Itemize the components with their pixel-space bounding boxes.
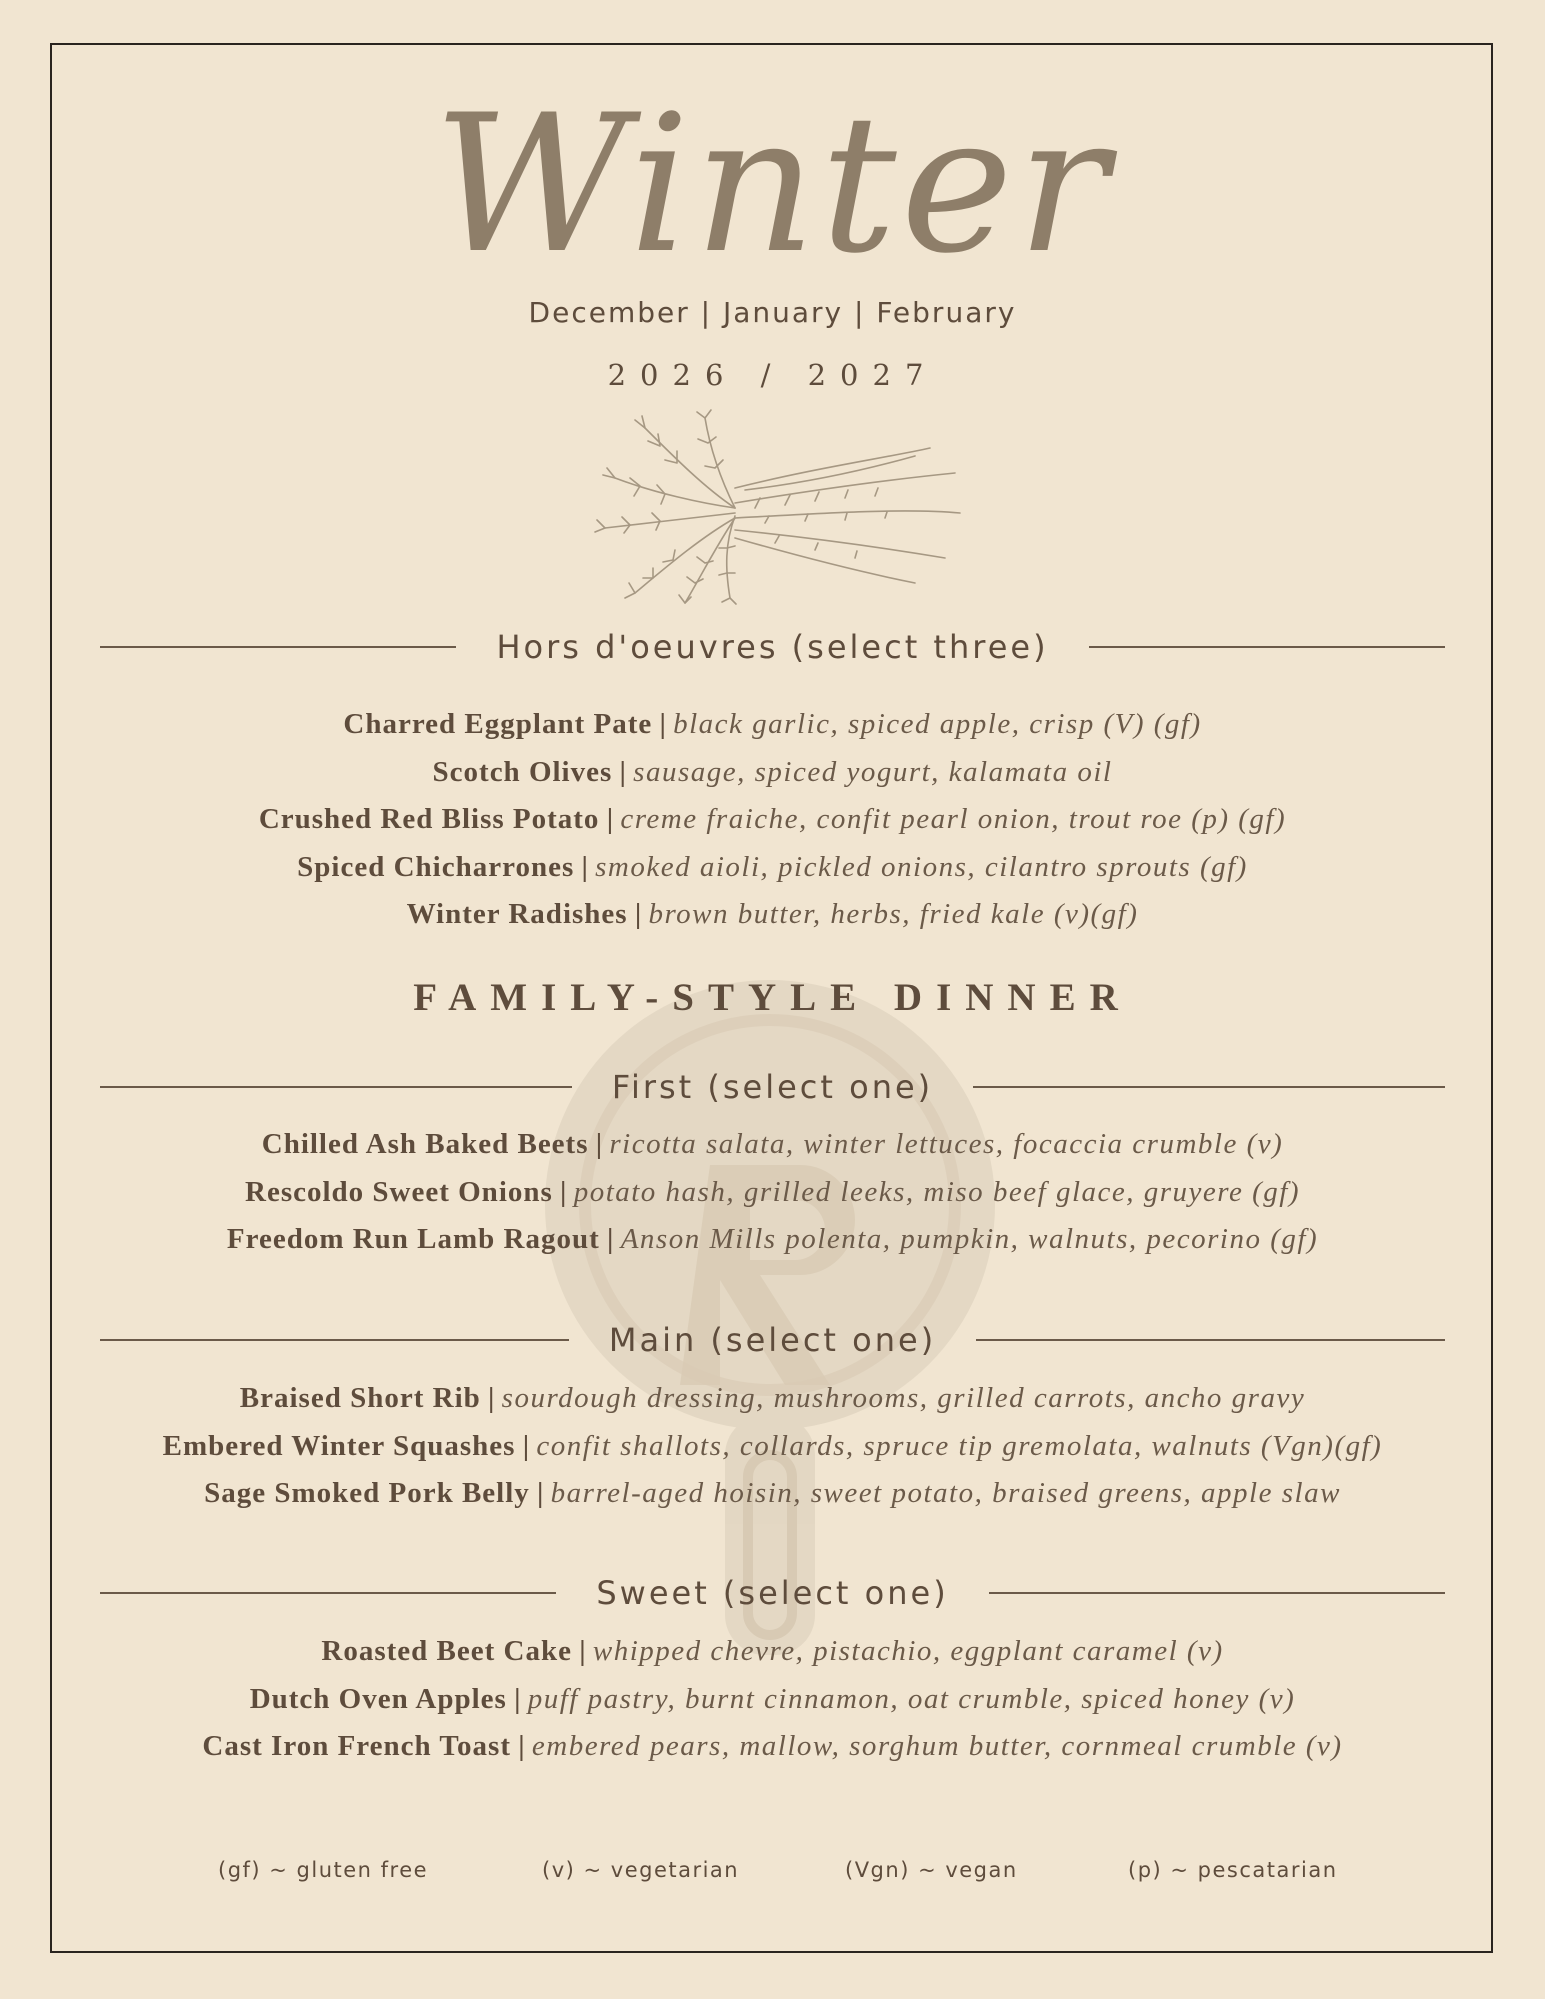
item-separator: | xyxy=(537,1477,544,1509)
item-description: ricotta salata, winter lettuces, focaccia crumble (v) xyxy=(609,1128,1284,1160)
item-separator: | xyxy=(659,708,666,740)
sweet-items xyxy=(0,1628,1545,1771)
item-description: whipped chevre, pistachio, eggplant caramel (v) xyxy=(592,1635,1224,1667)
item-separator: | xyxy=(607,1223,614,1255)
divider-line xyxy=(100,1592,556,1594)
item-name: Dutch Oven Apples xyxy=(249,1682,507,1715)
section-main-heading xyxy=(100,1315,1445,1365)
page-title: Winter xyxy=(433,74,1112,295)
menu-item xyxy=(0,891,1545,939)
item-description: sausage, spiced yogurt, kalamata oil xyxy=(633,755,1113,788)
carrot-bunch-icon xyxy=(585,408,975,608)
item-name: Scotch Olives xyxy=(432,755,613,788)
item-description: sourdough dressing, mushrooms, grilled carrots, ancho gravy xyxy=(501,1382,1306,1414)
section-title: Main (select one) xyxy=(608,1321,937,1359)
section-title: Hors d'oeuvres (select three) xyxy=(496,628,1049,666)
family-style-dinner-heading: FAMILY-STYLE DINNER xyxy=(413,976,1132,1019)
menu-item xyxy=(0,749,1545,797)
menu-item xyxy=(0,701,1545,749)
item-separator: | xyxy=(595,1128,603,1160)
first-items xyxy=(0,1121,1545,1264)
divider-line xyxy=(100,1339,569,1341)
item-name: Freedom Run Lamb Ragout xyxy=(226,1223,600,1255)
menu-item xyxy=(0,1723,1545,1771)
divider-line xyxy=(973,1086,1445,1088)
item-separator: | xyxy=(581,850,588,883)
item-separator: | xyxy=(606,803,614,835)
item-name: Spiced Chicharrones xyxy=(297,850,575,883)
main-items xyxy=(0,1375,1545,1518)
item-name: Embered Winter Squashes xyxy=(162,1429,516,1462)
legend-vegan: (Vgn) ~ vegan xyxy=(845,1858,1018,1882)
hors-items xyxy=(0,701,1545,939)
item-description: Anson Mills polenta, pumpkin, walnuts, pecorino (gf) xyxy=(620,1223,1319,1255)
section-hors-heading xyxy=(100,622,1445,672)
item-separator: | xyxy=(514,1682,521,1715)
item-name: Braised Short Rib xyxy=(239,1382,481,1414)
divider-line xyxy=(1089,646,1445,648)
menu-item xyxy=(0,1121,1545,1169)
item-separator: | xyxy=(488,1382,495,1414)
item-separator: | xyxy=(619,755,626,788)
item-separator: | xyxy=(560,1175,567,1208)
legend-pescatarian: (p) ~ pescatarian xyxy=(1128,1858,1338,1882)
item-separator: | xyxy=(522,1429,530,1462)
divider-line xyxy=(100,646,456,648)
season-months: December | January | February xyxy=(528,296,1017,329)
item-name: Rescoldo Sweet Onions xyxy=(245,1175,553,1208)
menu-item xyxy=(0,1676,1545,1724)
item-name: Roasted Beet Cake xyxy=(321,1635,572,1667)
item-name: Chilled Ash Baked Beets xyxy=(261,1128,589,1160)
divider-line xyxy=(976,1339,1445,1341)
menu-item xyxy=(0,1169,1545,1217)
legend-gluten-free: (gf) ~ gluten free xyxy=(218,1858,429,1882)
item-description: confit shallots, collards, spruce tip gremolata, walnuts (Vgn)(gf) xyxy=(536,1429,1383,1462)
section-first-heading xyxy=(100,1062,1445,1112)
item-description: creme fraiche, confit pearl onion, trout roe (p) (gf) xyxy=(620,803,1287,835)
menu-item xyxy=(0,1375,1545,1423)
item-separator: | xyxy=(579,1635,586,1667)
item-description: smoked aioli, pickled onions, cilantro sprouts (gf) xyxy=(595,850,1248,883)
menu-item xyxy=(0,796,1545,844)
item-separator: | xyxy=(518,1730,525,1762)
item-description: black garlic, spiced apple, crisp (V) (gf) xyxy=(673,708,1202,740)
section-title: First (select one) xyxy=(611,1068,934,1106)
menu-item xyxy=(0,1628,1545,1676)
item-description: brown butter, herbs, fried kale (v)(gf) xyxy=(648,898,1139,930)
menu-item xyxy=(0,1470,1545,1518)
item-description: embered pears, mallow, sorghum butter, cornmeal crumble (v) xyxy=(531,1730,1343,1762)
season-years: 2026 / 2027 xyxy=(607,358,938,392)
item-description: potato hash, grilled leeks, miso beef glace, gruyere (gf) xyxy=(573,1175,1300,1208)
item-name: Winter Radishes xyxy=(406,898,628,930)
item-separator: | xyxy=(634,898,642,930)
item-description: puff pastry, burnt cinnamon, oat crumble, spiced honey (v) xyxy=(527,1682,1296,1715)
divider-line xyxy=(100,1086,572,1088)
section-title: Sweet (select one) xyxy=(596,1574,949,1612)
section-sweet-heading xyxy=(100,1568,1445,1618)
legend-vegetarian: (v) ~ vegetarian xyxy=(542,1858,740,1882)
menu-item xyxy=(0,1423,1545,1471)
item-name: Sage Smoked Pork Belly xyxy=(204,1477,530,1509)
item-description: barrel-aged hoisin, sweet potato, braised greens, apple slaw xyxy=(550,1477,1341,1509)
divider-line xyxy=(989,1592,1445,1594)
item-name: Charred Eggplant Pate xyxy=(343,708,653,740)
item-name: Cast Iron French Toast xyxy=(202,1730,511,1762)
menu-item xyxy=(0,1216,1545,1264)
menu-item xyxy=(0,844,1545,892)
item-name: Crushed Red Bliss Potato xyxy=(258,803,600,835)
